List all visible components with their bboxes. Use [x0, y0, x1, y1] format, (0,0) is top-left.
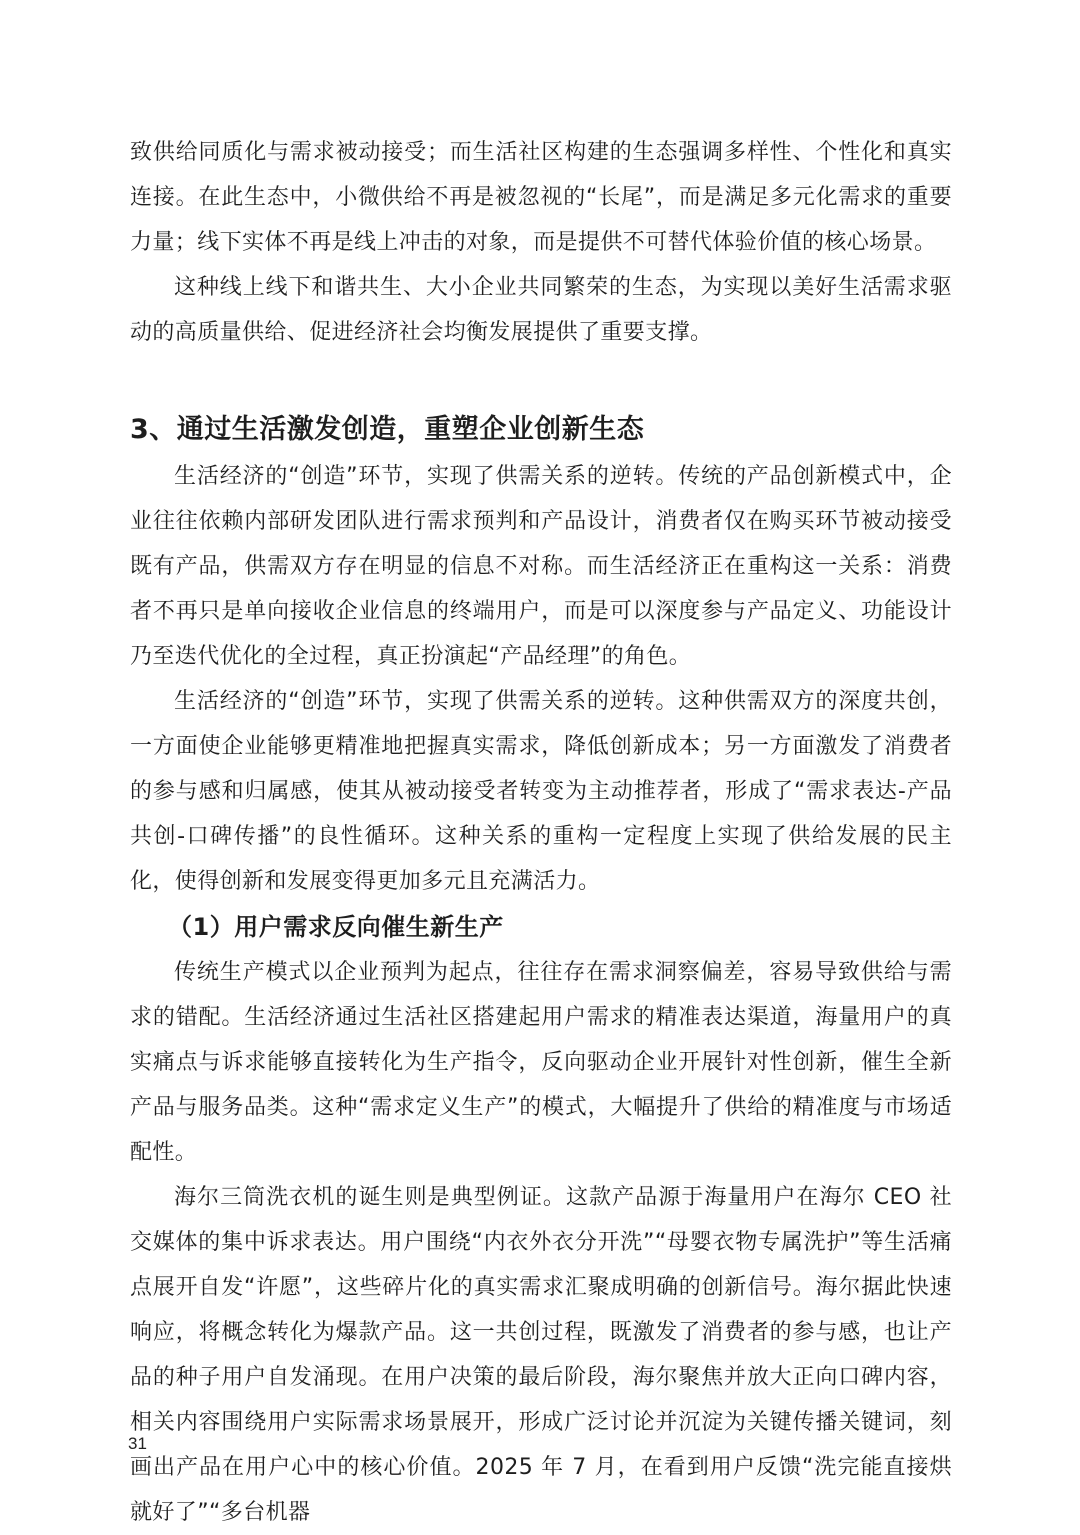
page-content — [130, 130, 952, 1535]
paragraph: 这种线上线下和谐共生、大小企业共同繁荣的生态，为实现以美好生活需求驱动的高质量供给、促进经济社会均衡发展提供了重要支撑。 — [130, 275, 952, 345]
subsection-heading: （1）用户需求反向催生新生产 — [168, 913, 504, 941]
page-number: 31 — [128, 1434, 147, 1453]
section-heading: 3、通过生活激发创造，重塑企业创新生态 — [130, 414, 645, 445]
paragraph: 海尔三筒洗衣机的诞生则是典型例证。这款产品源于海量用户在海尔 CEO 社交媒体的集中诉求表达。用户围绕“内衣外衣分开洗”“母婴衣物专属洗护”等生活痛点展开自发“许愿”，这些碎片化的真实需求汇聚成明确的创新信号。海尔据此快速响应，将概念转化为爆款产品。这一共创过程，既激发了消费者的参与感，也让产品的种子用户自发涌现。在用户决策的最后阶段，海尔聚焦并放大正向口碑内容，相关内容围绕用户实际需求场景展开，形成广泛讨论并沉淀为关键传播关键词，刻画出产品在用户心中的核心价值。2025 年 7 月，在看到用户反馈“洗完能直接烘就好了”“多台机器 — [130, 1185, 952, 1525]
paragraph: 传统生产模式以企业预判为起点，往往存在需求洞察偏差，容易导致供给与需求的错配。生活经济通过生活社区搭建起用户需求的精准表达渠道，海量用户的真实痛点与诉求能够直接转化为生产指令，反向驱动企业开展针对性创新，催生全新产品与服务品类。这种“需求定义生产”的模式，大幅提升了供给的精准度与市场适配性。 — [130, 960, 952, 1165]
paragraph: 生活经济的“创造”环节，实现了供需关系的逆转。传统的产品创新模式中，企业往往依赖内部研发团队进行需求预判和产品设计，消费者仅在购买环节被动接受既有产品，供需双方存在明显的信息不对称。而生活经济正在重构这一关系：消费者不再只是单向接收企业信息的终端用户，而是可以深度参与产品定义、功能设计乃至迭代优化的全过程，真正扮演起“产品经理”的角色。 — [130, 464, 952, 669]
paragraph-continued: 致供给同质化与需求被动接受；而生活社区构建的生态强调多样性、个性化和真实连接。在此生态中，小微供给不再是被忽视的“长尾”，而是满足多元化需求的重要力量；线下实体不再是线上冲击的对象，而是提供不可替代体验价值的核心场景。 — [130, 140, 952, 255]
paragraph: 生活经济的“创造”环节，实现了供需关系的逆转。这种供需双方的深度共创，一方面使企业能够更精准地把握真实需求，降低创新成本；另一方面激发了消费者的参与感和归属感，使其从被动接受者转变为主动推荐者，形成了“需求表达-产品共创-口碑传播”的良性循环。这种关系的重构一定程度上实现了供给发展的民主化，使得创新和发展变得更加多元且充满活力。 — [130, 689, 952, 894]
